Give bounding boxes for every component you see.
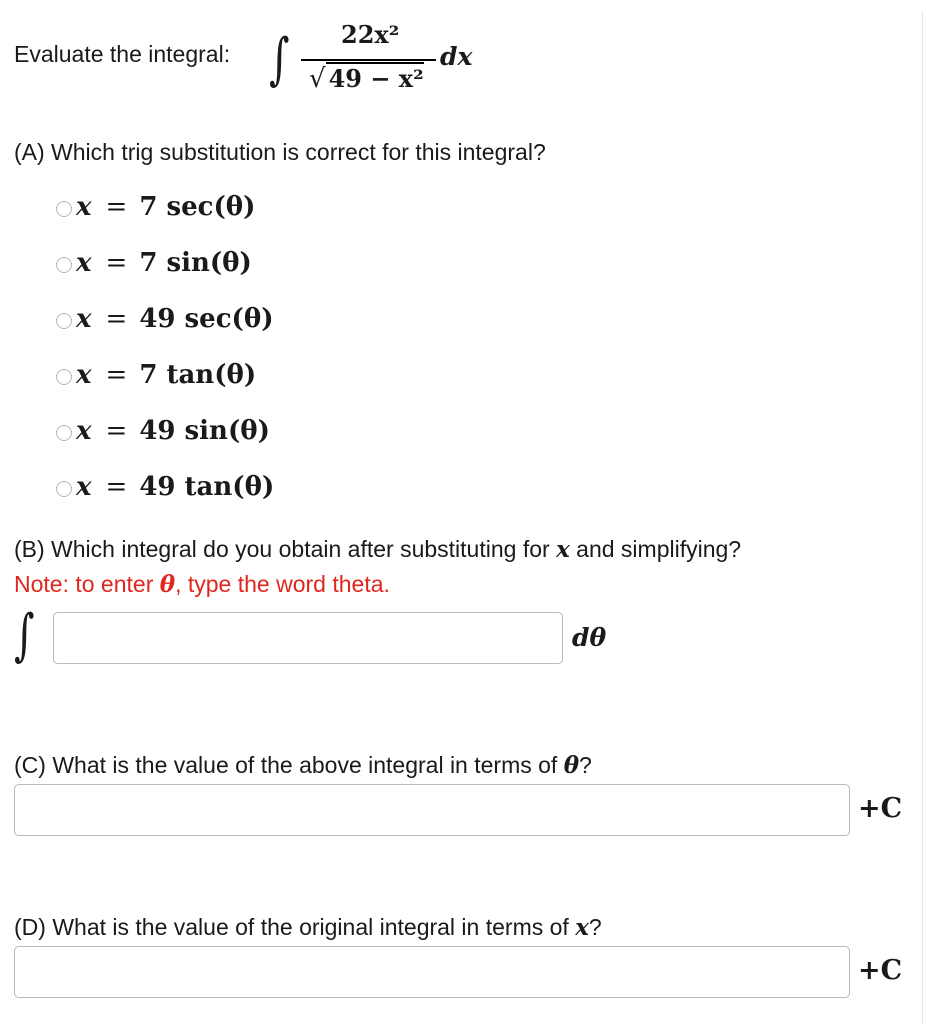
option-variable: x	[76, 416, 92, 446]
problem-prompt	[14, 10, 614, 100]
option-variable: x	[76, 472, 92, 502]
option-equals: =	[105, 192, 128, 222]
part-b-answer-input[interactable]	[53, 612, 563, 664]
option-value: 7 sin(θ)	[139, 248, 252, 278]
question-variable: x	[575, 914, 589, 941]
radio-button[interactable]	[56, 369, 72, 385]
part-b-suffix: dθ	[572, 623, 607, 652]
question-text: (C) What is the value of the above integral in terms of	[14, 752, 564, 778]
prompt-label: Evaluate the integral:	[14, 41, 231, 67]
radical-sign: √	[309, 64, 326, 94]
part-d-question	[14, 914, 602, 941]
part-b-note	[14, 571, 390, 598]
radio-button[interactable]	[56, 425, 72, 441]
option-49-sec[interactable]	[56, 301, 274, 337]
option-value: 49 sin(θ)	[139, 416, 270, 446]
option-variable: x	[76, 248, 92, 278]
radicand: 49 − x²	[326, 62, 424, 93]
note-text-end: , type the word theta.	[175, 571, 390, 597]
question-text: (B) Which integral do you obtain after substituting for	[14, 536, 557, 562]
option-variable: x	[76, 360, 92, 390]
question-text-end: and simplifying?	[569, 536, 742, 562]
option-variable: x	[76, 192, 92, 222]
radio-button[interactable]	[56, 313, 72, 329]
option-equals: =	[105, 304, 128, 334]
question-variable: θ	[563, 752, 580, 779]
option-variable: x	[76, 304, 92, 334]
option-7-sec[interactable]	[56, 189, 255, 225]
part-b-integral-sign: ∫	[14, 603, 35, 668]
option-equals: =	[105, 248, 128, 278]
part-c-answer-input[interactable]	[14, 784, 850, 836]
part-a-question: (A) Which trig substitution is correct for this integral?	[14, 139, 546, 165]
option-49-tan[interactable]	[56, 469, 274, 505]
option-value: 49 tan(θ)	[139, 472, 275, 502]
integrand-numerator: 22x²	[341, 20, 400, 49]
radio-button[interactable]	[56, 481, 72, 497]
option-value: 49 sec(θ)	[139, 304, 274, 334]
option-equals: =	[105, 416, 128, 446]
option-7-sin[interactable]	[56, 245, 252, 281]
integrand-denominator	[309, 64, 424, 94]
question-variable: x	[556, 536, 570, 563]
option-49-sin[interactable]	[56, 413, 270, 449]
part-d-answer-input[interactable]	[14, 946, 850, 998]
option-7-tan[interactable]	[56, 357, 256, 393]
part-d-constant: +C	[858, 955, 903, 986]
option-value: 7 sec(θ)	[139, 192, 256, 222]
question-text-end: ?	[588, 914, 602, 940]
note-variable: θ	[159, 571, 176, 598]
note-text: Note: to enter	[14, 571, 160, 597]
part-b-question	[14, 536, 741, 563]
integral-sign: ∫	[269, 27, 290, 92]
option-equals: =	[105, 472, 128, 502]
question-text: (D) What is the value of the original integral in terms of	[14, 914, 576, 940]
fraction-bar	[301, 59, 436, 61]
option-value: 7 tan(θ)	[139, 360, 257, 390]
question-text-end: ?	[579, 752, 592, 778]
part-c-question	[14, 752, 592, 779]
radio-button[interactable]	[56, 201, 72, 217]
part-c-constant: +C	[858, 793, 903, 824]
radio-button[interactable]	[56, 257, 72, 273]
option-equals: =	[105, 360, 128, 390]
differential: dx	[440, 42, 473, 71]
page-right-border	[922, 12, 923, 1024]
